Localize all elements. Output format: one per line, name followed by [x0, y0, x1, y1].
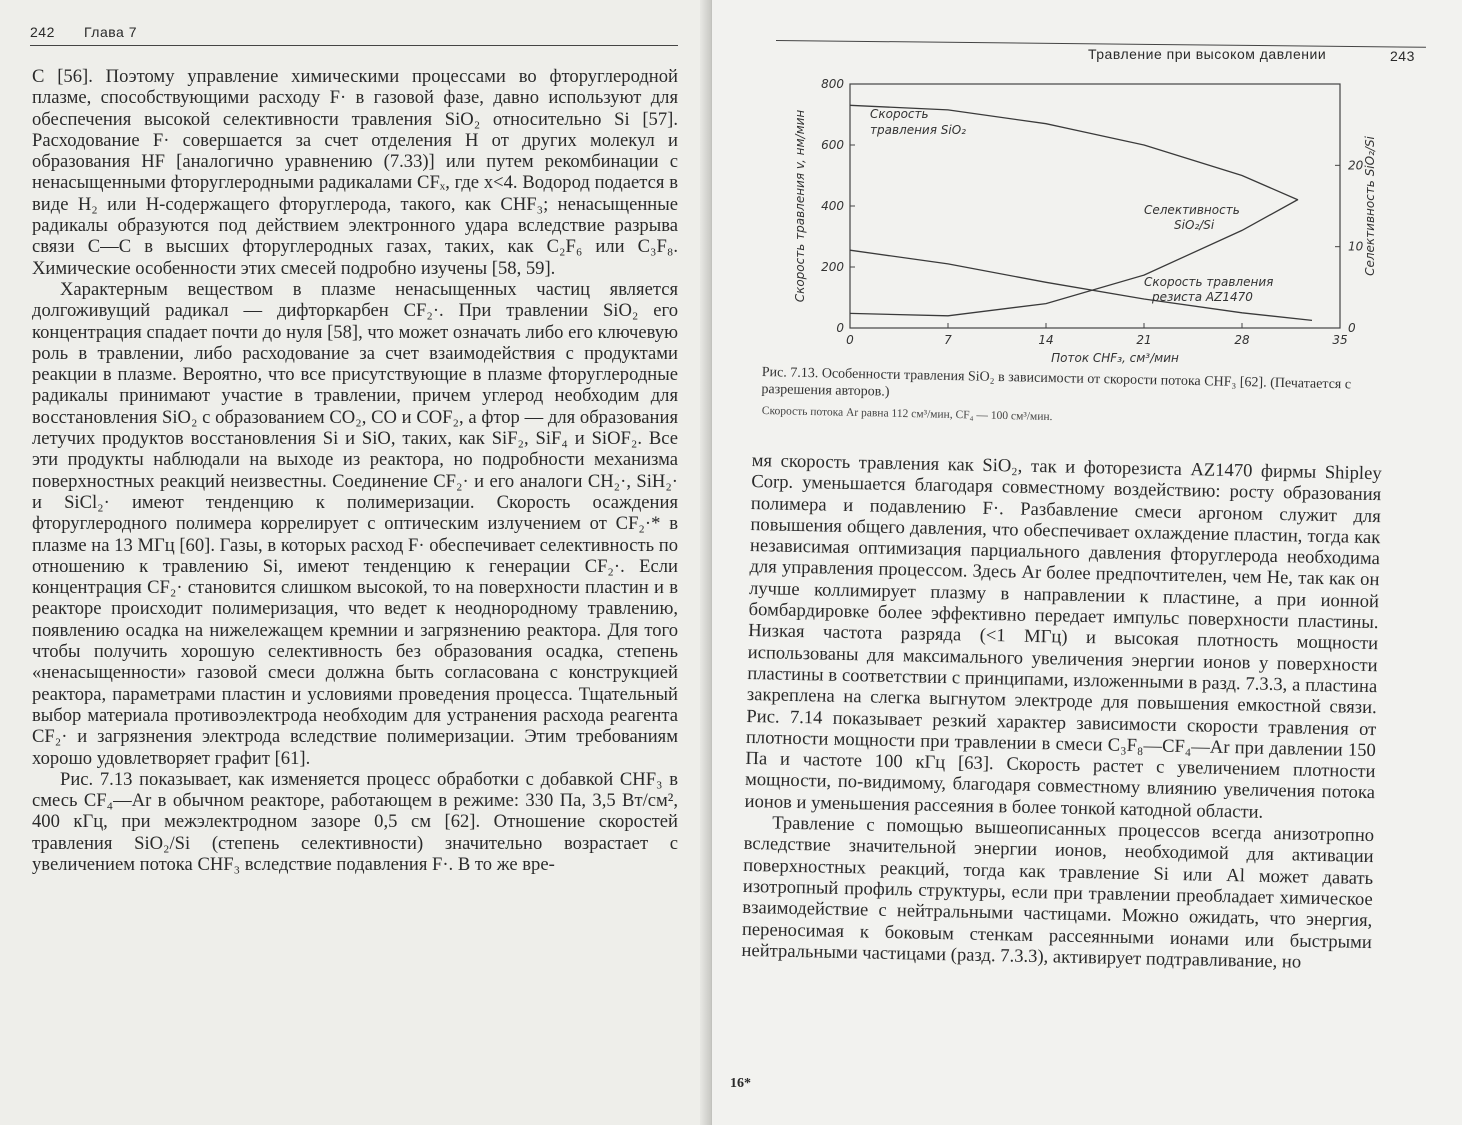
left-paragraph-1: С [56]. Поэтому управление химическими процессами во фторуглеродной плазме, способствующими расходу F· в газовой фазе, давно используют для обеспечения высокой селективности травления SiO₂ относительно Si [57]. Расходование F· совершается за счет отделения H от других молекул и образования HF [аналогично уравнению (7.33)] или путем рекомбинации с ненасыщенными фторуглеродными радикалами CFₓ, где x<4. Водород подается в виде H₂ или H-содержащего фторуглерода, такого, как CHF₃; ненасыщенные радикалы образуются под действием электронного удара вследствие разрыва связи C—C в высших фторуглеродных газах, таких, как C₂F₆ или C₃F₈. Химические особенности этих смесей подробно изучены [58, 59].	[32, 66, 678, 279]
curve-label: Селективность	[1144, 203, 1240, 217]
x-tick-label: 28	[1234, 333, 1250, 347]
y-left-tick-label: 600	[821, 138, 844, 152]
left-body-text	[32, 66, 678, 875]
curve-label: Скорость травления	[1144, 275, 1274, 289]
signature-mark: 16*	[730, 1076, 751, 1091]
left-page	[0, 0, 712, 1125]
figure-caption: Рис. 7.13. Особенности травления SiO₂ в зависимости от скорости потока CHF₃ [62]. (Печатается с разрешения авторов.)	[761, 364, 1352, 400]
y-left-axis-label: Скорость травления v, нм/мин	[793, 109, 807, 303]
y-right-tick-label: 10	[1348, 239, 1364, 254]
y-left-tick-label: 800	[821, 77, 844, 91]
running-head-right: Травление при высоком давлении	[1088, 46, 1327, 62]
curve-label: травления SiO₂	[870, 123, 966, 137]
x-tick-label: 14	[1038, 333, 1054, 347]
right-paragraph-2: Травление с помощью вышеописанных процессов всегда анизотропно вследствие значительной энергии ионов, необходимой для активации поверхностных реакций, тогда как травление Si или Al может давать изотропный профиль структуры, если при травлении преобладает химическое взаимодействие с нейтральными частицами. Можно ожидать, что энергия, переносимая к боковым стенкам рассеянными ионами или быстрыми нейтральными частицами (разд. 7.3.3), активирует подтравливание, но	[741, 812, 1375, 973]
y-left-tick-label: 400	[821, 199, 844, 213]
running-head-left: Глава 7	[84, 24, 137, 40]
x-tick-label: 21	[1136, 333, 1152, 347]
figure-note: Скорость потока Ar равна 112 см³/мин, CF₄ — 100 см³/мин.	[761, 404, 1053, 424]
page-number-left: 242	[30, 24, 55, 40]
right-paragraph-1: мя скорость травления как SiO₂, так и фоторезиста AZ1470 фирмы Shipley Corp. уменьшается благодаря совместному воздействию: росту образования полимера и подавлению F·. Разбавление смеси аргоном служит для повышения общего давления, что обеспечивает охлаждение пластин, тогда как независимая оптимизация парциального давления фторуглерода необходима для управления процессом. Здесь Ar более предпочтителен, чем He, так как он лучше коллимирует плазму в направлении к пластине, а при ионной бомбардировке более эффективно передает импульс поверхности пластины. Низкая частота разряда (<1 МГц) и высокая плотность мощности использованы для максимального увеличения энергии ионов у поверхности пластины в соответствии с принципами, изложенными в разд. 7.3.3, а пластина закреплена на слегка выгнутом электроде для повышения емкостной связи. Рис. 7.14 показывает резкий характер зависимости скорости травления от плотности мощности при травлении в смеси C₃F₈—CF₄—Ar при давлении 150 Па и частоте 100 кГц [63]. Скорость растет с увеличением плотности мощности, по-видимому, благодаря совместному влиянию увеличения потока ионов и уменьшения рассеяния в более тонкой катодной области.	[744, 450, 1382, 823]
x-tick-label: 0	[846, 333, 854, 347]
curve-label: Скорость	[870, 107, 929, 121]
figure-7-13-chart	[758, 58, 1398, 370]
curve-label: резиста AZ1470	[1152, 290, 1253, 304]
page-number-right: 243	[1390, 48, 1415, 64]
x-tick-label: 35	[1332, 333, 1348, 347]
header-rule-left	[30, 45, 678, 46]
curve-label: SiO₂/Si	[1174, 218, 1215, 232]
y-right-tick-label: 0	[1348, 321, 1356, 335]
right-body-text	[741, 450, 1382, 974]
x-axis-label: Поток CHF₃, см³/мин	[1051, 351, 1179, 365]
x-tick-label: 7	[944, 333, 952, 347]
right-page	[712, 0, 1462, 1125]
y-right-axis-label: Селективность SiO₂/Si	[1363, 136, 1377, 276]
left-paragraph-2: Характерным веществом в плазме ненасыщенных частиц является долгоживущий радикал — дифторкарбен CF₂·. При травлении SiO₂ его концентрация спадает почти до нуля [58], что может означать либо его ключевую роль в травлении, либо расходование за счет взаимодействия с продуктами реакции в плазме. Вероятно, что все присутствующие в плазме фторуглеродные радикалы принимают участие в травлении, причем углерод необходим для восстановления SiO₂ с образованием CO₂, CO и COF₂, а фтор — для образования летучих продуктов восстановления Si и SiO, таких, как SiF₂, SiF₄ и SiOF₂. Все эти продукты наблюдали на выходе из реактора, но подробности механизма поверхностных реакций неизвестны. Соединение CF₂· и его аналоги CH₂·, SiH₂· и SiCl₂· имеют тенденцию к полимеризации. Скорость осаждения фторуглеродного полимера коррелирует с оптическим излучением от CF₂·* в плазме на 13 МГц [60]. Газы, в которых расход F· обеспечивает селективность по отношению к травлению Si, имеют тенденцию к генерации CF₂·. Если концентрация CF₂· становится слишком высокой, то на поверхности пластин и в реакторе происходит полимеризация, что ведет к неоднородному травлению, появлению осадка на нижележащем кремнии и загрязнению реактора. Для того чтобы получить хорошую селективность без образования осадка, степень «ненасыщенности» газовой смеси должна быть согласована с конструкцией реактора, параметрами пластин и условиями проведения процесса. Тщательный выбор материала противоэлектрода необходим для устранения расхода реагента CF₂· и загрязнения электрода вследствие полимеризации. Этим требованиям хорошо удовлетворяет графит [61].	[32, 278, 678, 769]
y-right-tick-label: 20	[1348, 158, 1364, 173]
y-left-tick-label: 200	[821, 260, 844, 274]
left-paragraph-3: Рис. 7.13 показывает, как изменяется процесс обработки с добавкой CHF₃ в смесь CF₄—Ar в обычном реакторе, работающем в режиме: 330 Па, 3,5 Вт/см², 400 кГц, при межэлектродном зазоре 0,5 см [62]. Отношение скоростей травления SiO₂/Si (степень селективности) значительно возрастает с увеличением потока CHF₃ вследствие подавления F·. В то же вре-	[32, 768, 678, 875]
y-left-tick-label: 0	[836, 321, 844, 335]
